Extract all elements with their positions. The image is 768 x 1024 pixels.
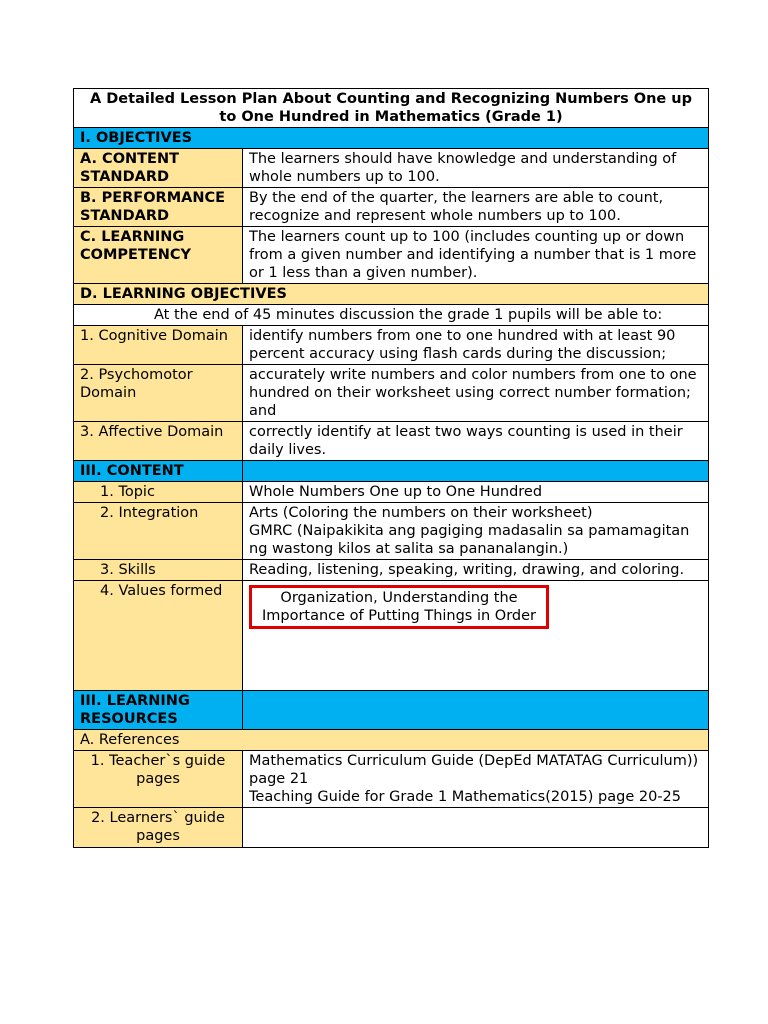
content-heading: III. CONTENT	[74, 461, 243, 482]
integration-row	[74, 503, 709, 560]
content-heading-blank	[243, 461, 709, 482]
content-standard-text: The learners should have knowledge and understanding of whole numbers up to 100.	[243, 149, 709, 188]
values-highlight-box: Organization, Understanding the Importance of Putting Things in Order	[249, 585, 549, 629]
learners-guide-label: 2. Learners` guide pages	[74, 808, 243, 848]
cognitive-text: identify numbers from one to one hundred with at least 90 percent accuracy using flash cards during the discussion;	[243, 326, 709, 365]
performance-standard-text: By the end of the quarter, the learners are able to count, recognize and represent whole numbers up to 100.	[243, 188, 709, 227]
learning-objectives-intro: At the end of 45 minutes discussion the grade 1 pupils will be able to:	[74, 305, 709, 326]
psychomotor-text: accurately write numbers and color numbers from one to one hundred on their worksheet using correct number formation; and	[243, 365, 709, 422]
resources-heading: III. LEARNING RESOURCES	[74, 691, 243, 730]
teachers-guide-row	[74, 751, 709, 808]
teachers-guide-teaching: Teaching Guide for Grade 1 Mathematics(2015) page 20-25	[249, 789, 682, 805]
affective-row	[74, 422, 709, 461]
skills-text: Reading, listening, speaking, writing, drawing, and coloring.	[243, 560, 709, 581]
topic-row	[74, 482, 709, 503]
resources-heading-blank	[243, 691, 709, 730]
teachers-guide-curriculum: Mathematics Curriculum Guide (DepEd MATATAG Curriculum)) page 21	[249, 753, 699, 787]
teachers-guide-label: 1. Teacher`s guide pages	[74, 751, 243, 808]
objectives-heading: I. OBJECTIVES	[74, 128, 709, 149]
values-cell	[243, 581, 709, 691]
learners-guide-text	[243, 808, 709, 848]
references-heading: A. References	[74, 730, 709, 751]
objectives-header-row	[74, 128, 709, 149]
performance-standard-row	[74, 188, 709, 227]
learners-guide-row	[74, 808, 709, 848]
learning-objectives-intro-row	[74, 305, 709, 326]
performance-standard-label: B. PERFORMANCE STANDARD	[74, 188, 243, 227]
values-label: 4. Values formed	[74, 581, 243, 691]
psychomotor-row	[74, 365, 709, 422]
cognitive-row	[74, 326, 709, 365]
learning-competency-label: C. LEARNING COMPETENCY	[74, 227, 243, 284]
teachers-guide-text	[243, 751, 709, 808]
content-header-row	[74, 461, 709, 482]
integration-label: 2. Integration	[74, 503, 243, 560]
learning-objectives-header-row	[74, 284, 709, 305]
skills-row	[74, 560, 709, 581]
content-standard-label: A. CONTENT STANDARD	[74, 149, 243, 188]
lesson-title: A Detailed Lesson Plan About Counting and Recognizing Numbers One up to One Hundred in Mathematics (Grade 1)	[74, 89, 709, 128]
psychomotor-label: 2. Psychomotor Domain	[74, 365, 243, 422]
content-standard-row	[74, 149, 709, 188]
values-row	[74, 581, 709, 691]
integration-gmrc: GMRC (Naipakikita ang pagiging madasalin sa pamamagitan ng wastong kilos at salita sa pananalangin.)	[249, 523, 690, 557]
cognitive-label: 1. Cognitive Domain	[74, 326, 243, 365]
learning-competency-text: The learners count up to 100 (includes counting up or down from a given number and identifying a number that is 1 more or 1 less than a given number).	[243, 227, 709, 284]
integration-arts: Arts (Coloring the numbers on their worksheet)	[249, 505, 593, 521]
references-row	[74, 730, 709, 751]
skills-label: 3. Skills	[74, 560, 243, 581]
learning-objectives-heading: D. LEARNING OBJECTIVES	[74, 284, 709, 305]
integration-text	[243, 503, 709, 560]
title-row	[74, 89, 709, 128]
lesson-plan-table	[73, 88, 709, 848]
affective-label: 3. Affective Domain	[74, 422, 243, 461]
affective-text: correctly identify at least two ways counting is used in their daily lives.	[243, 422, 709, 461]
learning-competency-row	[74, 227, 709, 284]
topic-label: 1. Topic	[74, 482, 243, 503]
resources-header-row	[74, 691, 709, 730]
topic-text: Whole Numbers One up to One Hundred	[243, 482, 709, 503]
